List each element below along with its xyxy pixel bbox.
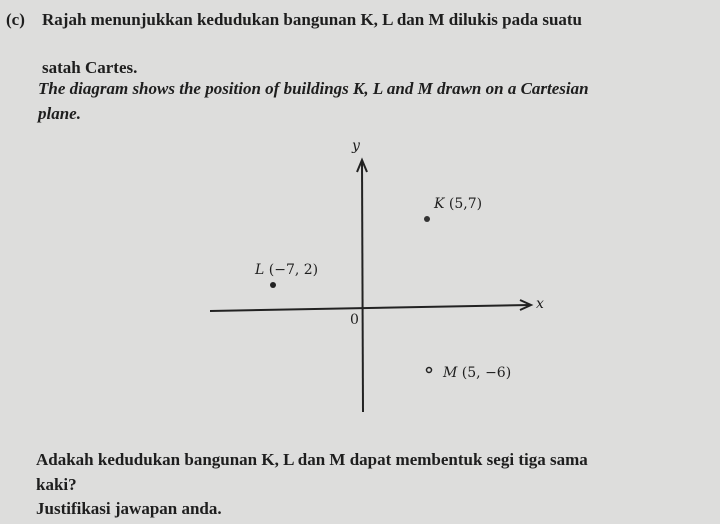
x-axis <box>210 305 530 311</box>
question-label: (c) <box>6 10 25 29</box>
prompt-line2: kaki? <box>36 475 77 494</box>
point-k-name: K <box>434 196 445 212</box>
question-malay-line2: satah Cartes. <box>42 58 138 77</box>
question-english-line1: The diagram shows the position of buildings K, L and M drawn on a Cartesian <box>38 79 589 98</box>
point-k-label <box>434 196 482 212</box>
question-english-line2: plane. <box>38 104 81 123</box>
question-malay-line1: Rajah menunjukkan kedudukan bangunan K, L dan M dilukis pada suatu <box>42 10 583 29</box>
point-m-label <box>443 365 511 381</box>
origin-label: 0 <box>350 312 359 328</box>
point-m-name: M <box>443 365 458 381</box>
prompt-line1: Adakah kedudukan bangunan K, L dan M dapat membentuk segi tiga sama <box>36 450 588 469</box>
point-l <box>270 282 276 288</box>
point-l-coords: (−7, 2) <box>268 262 319 278</box>
point-m <box>427 368 432 373</box>
point-l-name: L <box>255 262 265 278</box>
point-l-label <box>255 262 318 278</box>
point-m-coords: (5, −6) <box>461 365 512 381</box>
y-axis-label: y <box>352 138 360 154</box>
point-k-coords: (5,7) <box>448 196 483 212</box>
y-axis <box>362 162 363 412</box>
prompt-line3: Justifikasi jawapan anda. <box>36 499 222 518</box>
point-k <box>424 216 430 222</box>
x-axis-label: x <box>536 296 544 312</box>
